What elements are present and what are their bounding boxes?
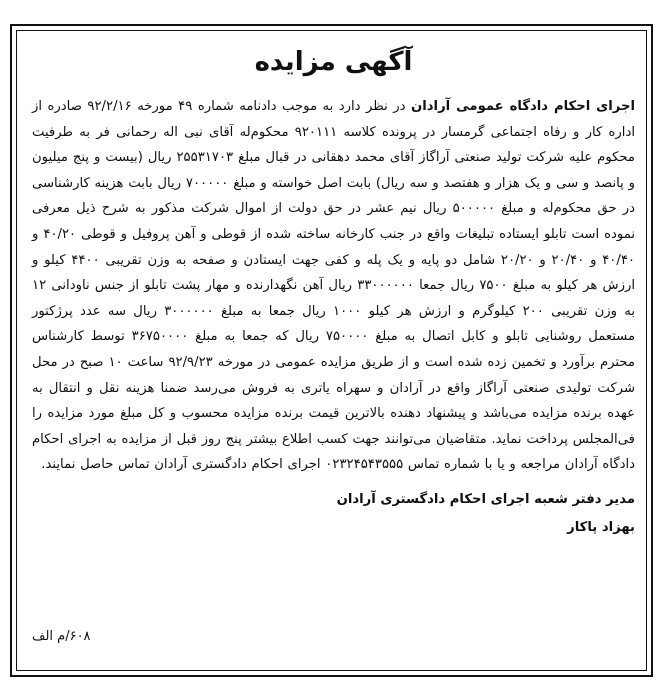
notice-title: آگهی مزایده (254, 47, 413, 77)
footer (32, 627, 635, 647)
notice-code: ۶۰۸/م الف (32, 629, 91, 644)
signature-title: مدیر دفتر شعبه اجرای احکام دادگستری آرادان (336, 491, 635, 507)
notice-body-text: در نظر دارد به موجب دادنامه شماره ۴۹ مورخه ۹۲/۲/۱۶ صادره از اداره کار و رفاه اجتماعی گرمسار در پرونده کلاسه ۹۲۰۱۱۱ محکوم‌له آقای نبی اله رحمانی فر به طرفیت محکوم علیه شرکت تولید صنعتی آراگاز آقای محمد دهقانی در قبال مبلغ ۲۵۵۳۱۷۰۳ ریال (بیست و پنج میلیون و پانصد و سی و یک هزار و هفتصد و سه ریال) بابت اصل خواسته و مبلغ ۷۰۰۰۰۰ ریال بابت هزینه کارشناسی در حق محکوم‌له و مبلغ ۵۰۰۰۰۰ ریال نیم عشر در حق دولت از اموال شرکت مذکور به شرح ذیل معرفی نموده است تابلو ایستاده تبلیغات واقع در جنب کارخانه ساخته شده از قوطی و آهن پروفیل و قوطی ۴۰/۲۰ و ۴۰/۴۰ و ۲۰/۴۰ و ۲۰/۲۰ شامل دو پایه و یک پله و کفی جهت ایستادن و صفحه به وزن تقریبی ۴۴۰۰ کیلو و ارزش هر کیلو به مبلغ ۷۵۰۰ ریال جمعا ۳۳۰۰۰۰۰۰ ریال آهن نگهدارنده و مهار پشت تابلو از جنس ناودانی ۱۲ به وزن تقریبی ۲۰۰ کیلوگرم و ارزش هر کیلو ۱۰۰۰ ریال جمعا به مبلغ ۳۰۰۰۰۰۰ ریال سه عدد پرژکتور مستعمل روشنایی تابلو و کابل اتصال به مبلغ ۷۵۰۰۰۰ ریال که جمعا به مبلغ ۳۶۷۵۰۰۰۰ توسط کارشناس محترم برآورد و تخمین زده شده است و از طریق مزایده عمومی در مورخه ۹۲/۹/۲۳ ساعت ۱۰ صبح در محل شرکت تولیدی صنعتی آراگاز واقع در آرادان و سهراه یاتری به فروش می‌رسد ضمنا هزینه نقل و انتقال به عهده برنده مزایده می‌باشد و پیشنهاد دهنده بالاترین قیمت برنده مزایده محسوب و کل مبلغ مورد مزایده را فی‌المجلس پرداخت نماید. متقاضیان می‌توانند جهت کسب اطلاع بیشتر پنج روز قبل از مزایده به اجرای احکام دادگاه آرادان مراجعه و یا با شماره تماس ۰۲۳۲۴۵۴۳۵۵۵ اجرای احکام دادگستری آرادان تماس حاصل نمایند. (32, 99, 636, 473)
notice-content (32, 40, 635, 542)
signature-block (32, 486, 635, 542)
notice-lead: اجرای احکام دادگاه عمومی آرادان (411, 99, 635, 114)
signature-name: بهزاد پاکار (567, 519, 635, 535)
notice-body (32, 94, 635, 478)
